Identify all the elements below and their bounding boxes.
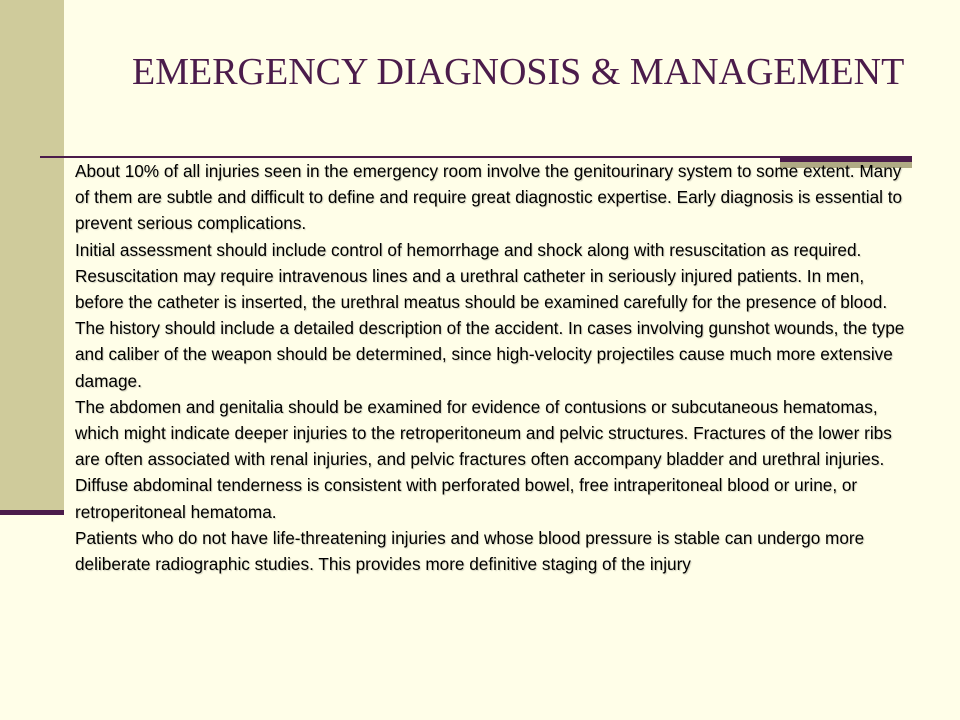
paragraph-incidence: About 10% of all injuries seen in the emergency room involve the genitourinary system to some extent. Many of them are subtle and difficult to define and require great diagnostic expertise. Early diagnosis is essential to prevent serious complications. [75,161,903,234]
slide-body [75,158,915,577]
paragraph-history: The history should include a detailed description of the accident. In cases involving gunshot wounds, the type and caliber of the weapon should be determined, since high-velocity projectiles cause much more extensive damage. [75,318,905,391]
paragraph-examination: The abdomen and genitalia should be examined for evidence of contusions or subcutaneous hematomas, which might indicate deeper injuries to the retroperitoneum and pelvic structures. Fractures of the lower ribs are often associated with renal injuries, and pelvic fractures often accompany bladder and urethral injuries. Diffuse abdominal tenderness is consistent with perforated bowel, free intraperitoneal blood or urine, or retroperitoneal hematoma. [75,396,892,522]
paragraph-radiographic-studies: Patients who do not have life-threatening injuries and whose blood pressure is stable can undergo more deliberate radiographic studies. This provides more definitive staging of the injury [75,527,865,575]
left-accent-bar [0,510,64,515]
paragraph-initial-assessment: Initial assessment should include control of hemorrhage and shock along with resuscitation as required. Resuscitation may require intravenous lines and a urethral catheter in seriously injured patients. In men, before the catheter is inserted, the urethral meatus should be examined carefully for the presence of blood. [75,239,888,313]
slide-title: EMERGENCY DIAGNOSIS & MANAGEMENT [132,51,905,93]
left-decorative-band [0,0,64,514]
